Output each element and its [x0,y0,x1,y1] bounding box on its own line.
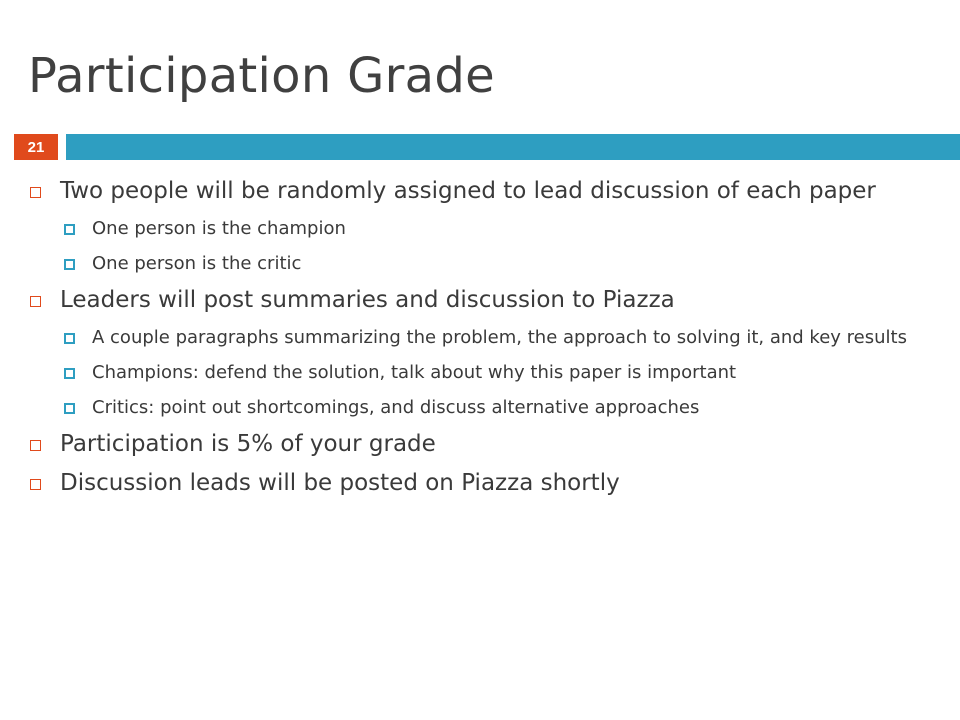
sub-bullet-item [26,394,926,421]
square-bullet-icon [64,368,75,379]
square-bullet-icon [30,440,41,451]
sub-bullet-text: One person is the critic [92,253,302,274]
square-bullet-icon [64,333,75,344]
bullet-text: Two people will be randomly assigned to lead discussion of each paper [60,178,876,204]
sub-bullet-item [26,324,926,351]
sub-bullet-text: Critics: point out shortcomings, and discuss alternative approaches [92,397,700,418]
square-bullet-icon [64,224,75,235]
sub-bullet-text: One person is the champion [92,218,346,239]
bullet-item [26,285,926,316]
bullet-text: Discussion leads will be posted on Piazza shortly [60,470,620,496]
sub-bullet-text: Champions: defend the solution, talk about why this paper is important [92,362,737,383]
bullet-item [26,468,926,499]
sub-bullet-item [26,250,926,277]
sub-bullet-item [26,215,926,242]
bullet-item [26,429,926,460]
sub-bullet-item [26,359,926,386]
square-bullet-icon [30,296,41,307]
sub-bullet-text: A couple paragraphs summarizing the problem, the approach to solving it, and key results [92,327,907,348]
title-divider-bar [66,134,960,160]
square-bullet-icon [64,259,75,270]
bullet-item [26,176,926,207]
bullet-text: Participation is 5% of your grade [60,431,436,457]
slide-title: Participation Grade [28,48,495,104]
bullet-text: Leaders will post summaries and discussion to Piazza [60,287,675,313]
square-bullet-icon [30,479,41,490]
square-bullet-icon [30,187,41,198]
slide-number-badge: 21 [14,134,58,160]
slide-body [26,176,926,507]
square-bullet-icon [64,403,75,414]
